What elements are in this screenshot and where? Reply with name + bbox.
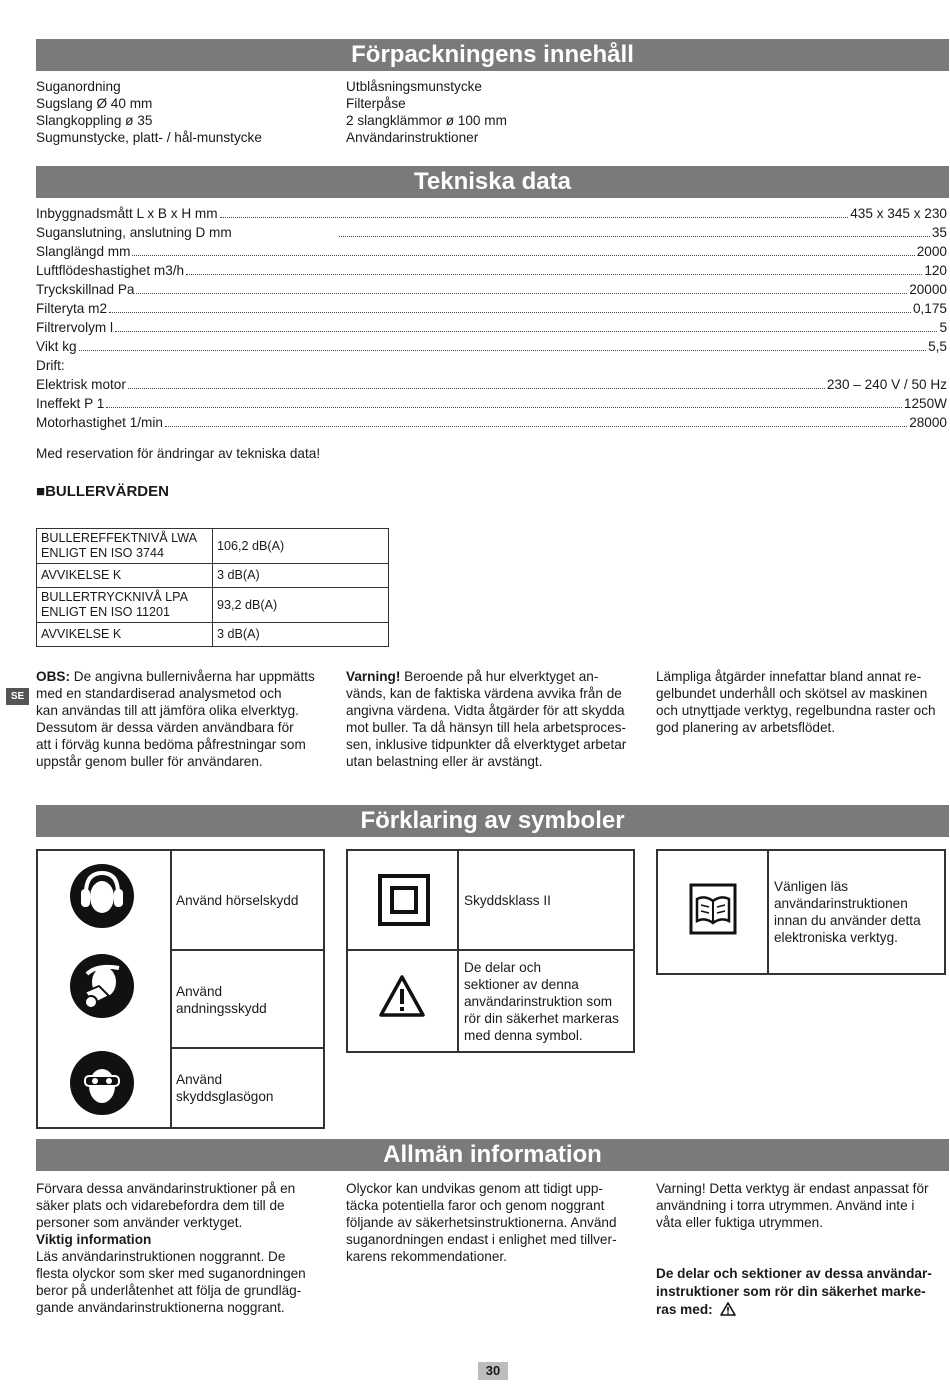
spec-row [36, 280, 947, 299]
spec-value: 5,5 [928, 339, 947, 354]
symbol-label-class2: Skyddsklass II [464, 893, 551, 908]
spec-value: 35 [931, 225, 947, 240]
table-cell: 3 dB(A) [213, 623, 389, 647]
spec-value: 20000 [909, 282, 947, 297]
noise-heading-text: BULLERVÄRDEN [45, 483, 169, 500]
spec-label: Tryckskillnad Pa [36, 282, 135, 297]
spec-label: Ineffekt P 1 [36, 396, 105, 411]
page-number: 30 [478, 1362, 508, 1380]
reservation-note: Med reservation för ändringar av tekniska data! [36, 446, 321, 461]
spec-label: Luftflödeshastighet m3/h [36, 263, 185, 278]
spec-row [36, 242, 947, 261]
spec-row [36, 223, 947, 242]
spec-value: 2000 [916, 244, 947, 259]
square-bullet-icon: ■ [36, 483, 46, 500]
spec-value: 28000 [909, 415, 947, 430]
spec-label: Vikt kg [36, 339, 77, 354]
respirator-icon [69, 952, 135, 1020]
list-item: Utblåsningsmunstycke [346, 79, 482, 94]
section-title-tech: Tekniska data [36, 166, 949, 198]
safety-goggles-icon [69, 1050, 135, 1116]
warning-note: Varning! Beroende på hur elverktyget an- vänds, kan de faktiska värdena avvika från de angivna värdena. Vidta åtgärder för att skydda mot buller. Ta då hänsyn till hela arbetsproces- sen, inklusive tidpunkter då elverktyget arbetar utan belastning eller är avstängt. [346, 669, 627, 769]
list-item: 2 slangklämmor ø 100 mm [346, 113, 507, 128]
general-safety-note: De delar och sektioner av dessa användar- instruktioner som rör din säkerhet marke- ras med: [656, 1266, 932, 1317]
symbol-label-hearing: Använd hörselskydd [176, 893, 299, 908]
table-cell: BULLERTRYCKNIVÅ LPA ENLIGT EN ISO 11201 [37, 588, 213, 623]
symbol-label-breathing: Använd andningsskydd [176, 984, 267, 1016]
important-heading: Viktig information [36, 1232, 152, 1247]
protection-class-ii-icon [378, 874, 430, 926]
spec-label: Inbyggnadsmått L x B x H mm [36, 206, 218, 221]
spec-row [36, 356, 947, 375]
spec-row [36, 375, 947, 394]
general-col-1: Förvara dessa användarinstruktioner på en säker plats och vidarebefordra dem till de personer som använder verktyget. Viktig information Läs användarinstruktionen noggrannt. De flesta olyckor som sker med suganordningen beror på underlåtenhet att följa de grundläg- gande användarinstruktionerna noggrant. [36, 1180, 332, 1316]
symbol-label-read: Vänligen läs användarinstruktionen innan du använder detta elektroniska verktyg. [774, 879, 921, 945]
spec-label: Slanglängd mm [36, 244, 131, 259]
general-col-3: Varning! Detta verktyg är endast anpassat för användning i torra utrymmen. Använd inte i våta eller fuktiga utrymmen. [656, 1181, 929, 1230]
spec-label: Elektrisk motor [36, 377, 126, 392]
table-cell: BULLEREFFEKTNIVÅ LWA ENLIGT EN ISO 3744 [37, 529, 213, 564]
spec-value: 5 [939, 320, 947, 335]
noise-table [36, 528, 389, 647]
general-col-2: Olyckor kan undvikas genom att tidigt upp- täcka potentiella faror och genom noggrant följande av säkerhetsinstruktionerna. Använd suganordningen endast i enlighet med tillver- karens rekommendationer. [346, 1181, 617, 1264]
section-title-symbols: Förklaring av symboler [36, 805, 949, 837]
list-item: Användarinstruktioner [346, 130, 479, 145]
spec-row [36, 204, 947, 223]
spec-label: Drift: [36, 358, 65, 373]
list-item: Sugslang Ø 40 mm [36, 96, 153, 111]
list-item: Suganordning [36, 79, 121, 94]
table-row [37, 623, 389, 647]
spec-row [36, 413, 947, 432]
spec-row [36, 318, 947, 337]
spec-value: 0,175 [912, 301, 947, 316]
spec-value: 1250W [903, 396, 947, 411]
hearing-protection-icon [69, 863, 135, 929]
warning-triangle-icon [378, 974, 426, 1018]
list-item: Slangkoppling ø 35 [36, 113, 153, 128]
obs-note: OBS: De angivna bullernivåerna har uppmätts med en standardiserad analysmetod och kan användas till att jämföra olika elverktyg. Dessutom är dessa värden användbara för att i förväg kunna bedöma påfrestningar som uppstår genom buller för användaren. [36, 669, 315, 769]
table-cell: AVVIKELSE K [37, 623, 213, 647]
table-cell: 106,2 dB(A) [213, 529, 389, 564]
list-item: Filterpåse [346, 96, 406, 111]
list-item: Sugmunstycke, platt- / hål-munstycke [36, 130, 262, 145]
spec-label: Filteryta m2 [36, 301, 108, 316]
language-tab: SE [6, 688, 29, 705]
spec-value: 230 – 240 V / 50 Hz [826, 377, 947, 392]
table-row [37, 588, 389, 623]
table-row [37, 564, 389, 588]
spec-label: Filtrervolym l [36, 320, 114, 335]
spec-label: Motorhastighet 1/min [36, 415, 163, 430]
spec-row [36, 337, 947, 356]
section-title-contents: Förpackningens innehåll [36, 39, 949, 71]
section-title-general: Allmän information [36, 1139, 949, 1171]
read-manual-icon [689, 883, 737, 935]
contents-list-right [346, 78, 507, 146]
spec-row [36, 394, 947, 413]
table-cell: 93,2 dB(A) [213, 588, 389, 623]
table-cell: 3 dB(A) [213, 564, 389, 588]
symbol-label-safety: De delar och sektioner av denna användarinstruktion som rör din säkerhet markeras med denna symbol. [464, 960, 619, 1043]
table-cell: AVVIKELSE K [37, 564, 213, 588]
contents-list-left [36, 78, 262, 146]
warning-triangle-icon [720, 1302, 736, 1316]
spec-value: 120 [924, 263, 947, 278]
spec-label: Suganslutning, anslutning D mm [36, 225, 232, 240]
measures-note: Lämpliga åtgärder innefattar bland annat re- gelbundet underhåll och skötsel av maskinen och utnyttjade verktyg, regelbundna raster och god planering av arbetsflödet. [656, 669, 936, 735]
spec-value: 435 x 345 x 230 [850, 206, 947, 221]
spec-row [36, 299, 947, 318]
table-row [37, 529, 389, 564]
noise-heading [36, 483, 169, 500]
spec-row [36, 261, 947, 280]
symbol-label-glasses: Använd skyddsglasögon [176, 1072, 274, 1104]
